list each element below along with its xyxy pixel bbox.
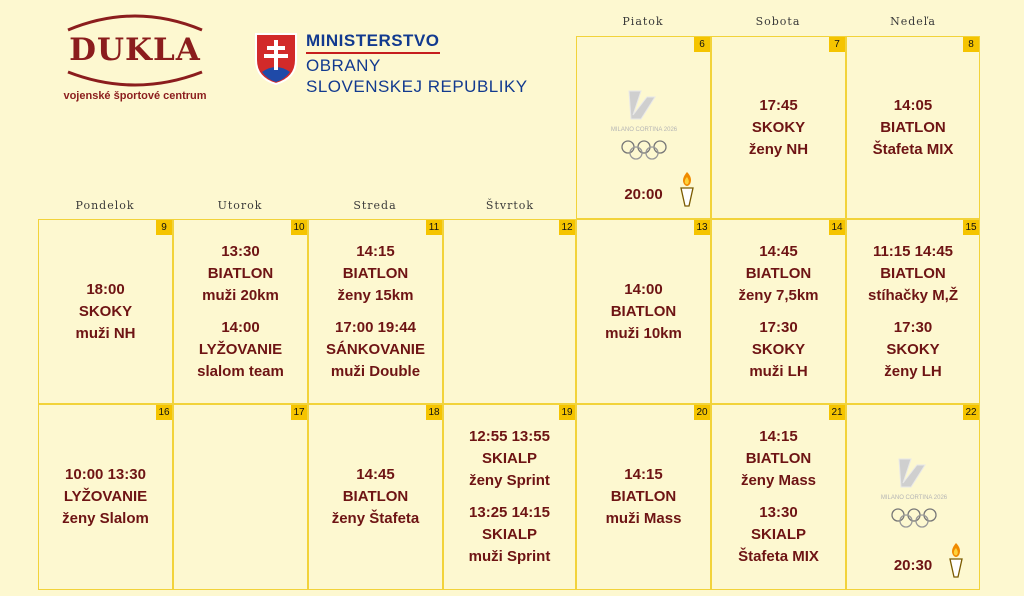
day-number: 14 xyxy=(829,220,845,235)
day-cell-9 xyxy=(38,219,173,404)
event xyxy=(738,502,819,568)
event-detail: muži 20km xyxy=(202,286,279,304)
ministry-line-2: OBRANY xyxy=(306,56,381,75)
event xyxy=(884,317,942,383)
event-detail: muži NH xyxy=(75,324,136,342)
day-number: 21 xyxy=(829,405,845,420)
day-number: 19 xyxy=(559,405,575,420)
event xyxy=(749,95,808,161)
event-sport: BIATLON xyxy=(610,488,677,505)
milano-cortina-logo-icon xyxy=(611,81,677,161)
event-sport: LYŽOVANIE xyxy=(63,488,148,505)
day-cell-10 xyxy=(173,219,308,404)
event xyxy=(338,241,414,307)
event xyxy=(749,317,807,383)
event-detail: stíhačky M,Ž xyxy=(867,286,959,304)
event-detail: Štafeta MIX xyxy=(738,548,819,565)
day-cell-16 xyxy=(38,404,173,590)
day-number: 8 xyxy=(963,37,979,52)
event-detail: ženy LH xyxy=(884,362,942,380)
event-sport: BIATLON xyxy=(342,488,409,505)
day-cell-12 xyxy=(443,219,576,404)
day-number: 6 xyxy=(694,37,710,52)
event-sport: BIATLON xyxy=(207,264,274,282)
event-sport: SKIALP xyxy=(750,526,806,543)
opening-ceremony-time: 20:30 xyxy=(893,557,933,574)
event-time: 14:45 xyxy=(356,466,395,483)
event xyxy=(197,317,284,383)
day-number: 12 xyxy=(559,220,575,235)
day-number: 22 xyxy=(963,405,979,420)
day-cell-21 xyxy=(711,404,846,590)
event-detail: ženy NH xyxy=(748,140,809,158)
day-number: 9 xyxy=(156,220,172,235)
day-header-tuesday: Utorok xyxy=(217,199,263,212)
event-detail: Štafeta MIX xyxy=(872,140,954,158)
event-sport: BIATLON xyxy=(745,450,812,467)
day-cell-19 xyxy=(443,404,576,590)
event xyxy=(868,241,958,307)
day-number: 10 xyxy=(291,220,307,235)
day-cell-7 xyxy=(711,36,846,219)
event-time: 14:15 xyxy=(759,428,798,445)
day-cell-15 xyxy=(846,219,980,404)
olympic-torch-icon xyxy=(947,541,965,579)
event-time: 17:30 xyxy=(893,318,933,336)
day-header-sunday: Nedeľa xyxy=(890,15,936,28)
event xyxy=(332,464,420,530)
event-time: 11:15 14:45 xyxy=(872,242,954,260)
event xyxy=(76,279,136,345)
event xyxy=(605,279,682,345)
event-detail: ženy Slalom xyxy=(62,510,149,527)
day-number: 13 xyxy=(694,220,710,235)
event-sport: BIATLON xyxy=(880,264,946,282)
event xyxy=(326,317,425,383)
olympic-torch-icon xyxy=(678,170,696,208)
event-detail: ženy Mass xyxy=(740,472,817,489)
day-cell-8 xyxy=(846,36,980,219)
event xyxy=(469,426,550,492)
milano-cortina-text: MILANO CORTINA 2026 xyxy=(881,495,947,501)
event-time: 13:25 14:15 xyxy=(469,504,550,521)
event-time: 14:00 xyxy=(221,318,260,336)
event xyxy=(873,95,954,161)
day-number: 20 xyxy=(694,405,710,420)
dukla-logo xyxy=(50,10,220,110)
event-time: 17:00 19:44 xyxy=(335,318,416,336)
event xyxy=(469,502,551,568)
event-sport: SKOKY xyxy=(751,118,806,136)
dukla-subtitle: vojenské športové centrum xyxy=(63,90,207,102)
event-sport: SKOKY xyxy=(78,302,133,320)
opening-ceremony-time: 20:00 xyxy=(624,186,663,203)
event xyxy=(741,426,816,492)
day-cell-14 xyxy=(711,219,846,404)
event-detail: ženy Sprint xyxy=(469,472,550,489)
day-number: 18 xyxy=(426,405,442,420)
event-sport: SKIALP xyxy=(481,526,537,543)
day-number: 16 xyxy=(156,405,172,420)
event xyxy=(62,464,149,530)
event-sport: SKOKY xyxy=(751,340,806,358)
event-detail: muži Sprint xyxy=(468,548,551,565)
day-number: 15 xyxy=(963,220,979,235)
event-time: 13:30 xyxy=(759,504,798,521)
event-sport: SKOKY xyxy=(886,340,940,358)
day-header-wednesday: Streda xyxy=(353,199,397,212)
event-time: 18:00 xyxy=(86,280,125,298)
event-time: 13:30 xyxy=(221,242,260,260)
event-time: 14:15 xyxy=(356,242,395,260)
event-detail: muži LH xyxy=(749,362,808,380)
event-time: 14:15 xyxy=(624,466,663,483)
ministry-line-1: MINISTERSTVO xyxy=(306,30,440,54)
event-sport: BIATLON xyxy=(610,302,677,320)
day-header-monday: Pondelok xyxy=(75,199,135,212)
event-sport: LYŽOVANIE xyxy=(198,340,283,358)
event-time: 10:00 13:30 xyxy=(65,466,146,483)
day-cell-17 xyxy=(173,404,308,590)
ministry-logo xyxy=(254,30,528,100)
day-cell-18 xyxy=(308,404,443,590)
event-sport: SÁNKOVANIE xyxy=(326,340,425,358)
event-time: 17:45 xyxy=(759,96,798,114)
event-time: 14:00 xyxy=(624,280,663,298)
event xyxy=(738,241,818,307)
milano-cortina-logo-icon xyxy=(881,449,947,529)
event-detail: ženy 7,5km xyxy=(738,286,819,304)
event-sport: BIATLON xyxy=(342,264,409,282)
day-number: 17 xyxy=(291,405,307,420)
event-time: 17:30 xyxy=(759,318,798,336)
event-detail: ženy 15km xyxy=(337,286,414,304)
day-header-thursday: Štvrtok xyxy=(485,199,535,212)
event-time: 14:45 xyxy=(759,242,798,260)
event-sport: SKIALP xyxy=(481,450,537,467)
event-time: 12:55 13:55 xyxy=(469,428,550,445)
day-number: 11 xyxy=(426,220,442,235)
ministry-line-3: SLOVENSKEJ REPUBLIKY xyxy=(306,77,528,96)
day-cell-22 xyxy=(846,404,980,590)
dukla-name: DUKLA xyxy=(69,32,201,68)
day-number: 7 xyxy=(829,37,845,52)
event-sport: BIATLON xyxy=(880,118,946,136)
event-sport: BIATLON xyxy=(745,264,812,282)
slovak-crest-icon xyxy=(254,32,298,86)
event-detail: ženy Štafeta xyxy=(331,510,420,527)
day-cell-11 xyxy=(308,219,443,404)
day-cell-13 xyxy=(576,219,711,404)
event-detail: muži Mass xyxy=(605,510,682,527)
milano-cortina-text: MILANO CORTINA 2026 xyxy=(611,127,677,133)
event-time: 14:05 xyxy=(893,96,933,114)
event-detail: muži Double xyxy=(330,362,421,380)
event xyxy=(606,464,682,530)
event-detail: slalom team xyxy=(197,362,284,380)
day-header-friday: Piatok xyxy=(622,15,664,28)
day-cell-20 xyxy=(576,404,711,590)
day-header-saturday: Sobota xyxy=(755,15,801,28)
day-cell-6 xyxy=(576,36,711,219)
event xyxy=(202,241,279,307)
event-detail: muži 10km xyxy=(605,324,682,342)
